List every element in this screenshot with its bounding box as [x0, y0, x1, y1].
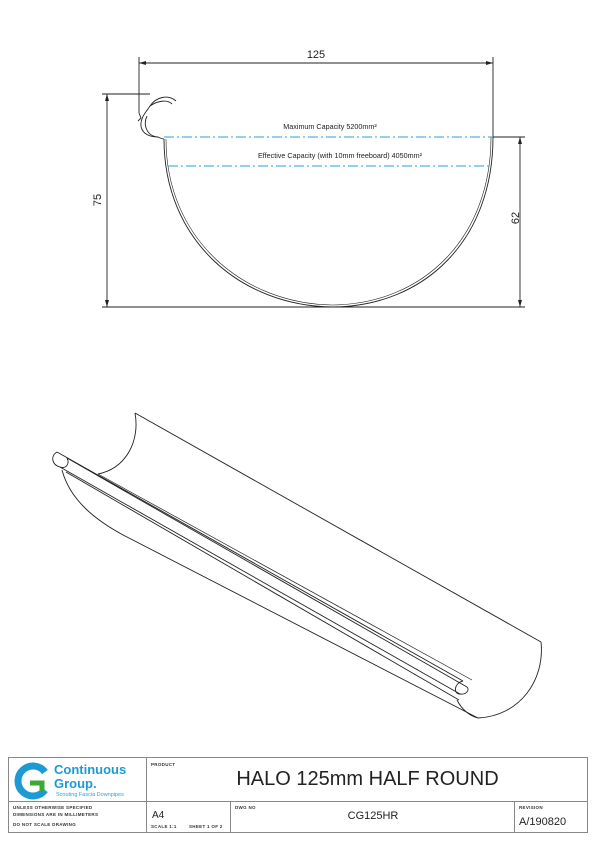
gutter-bowl-profile-inner [166, 137, 491, 305]
paper-size: A4 [152, 810, 165, 821]
product-title: HALO 125mm HALF ROUND [236, 768, 499, 790]
effective-capacity-label: Effective Capacity (with 10mm freeboard) 4050mm² [257, 151, 423, 160]
logo-tagline: Scouting Fascia Downpipes [56, 792, 124, 798]
revision-cell [515, 802, 588, 832]
revision-label: REVISION [519, 805, 543, 810]
logo-name-line2: Group. [54, 776, 97, 791]
cross-section-view [102, 57, 525, 307]
dimension-height-label: 75 [92, 193, 104, 207]
dimension-width-label: 125 [306, 49, 326, 61]
iso-inner-fold-line [98, 474, 472, 680]
gutter-bead-profile [141, 97, 176, 139]
iso-bead-lower-line [60, 467, 460, 694]
gutter-bead-fold [138, 113, 141, 121]
title-block [8, 757, 588, 833]
gutter-bowl-profile [164, 137, 493, 307]
revision-value: A/190820 [519, 816, 567, 828]
notes-line1: UNLESS OTHERWISE SPECIFIED [13, 805, 93, 810]
iso-bead-under-line [66, 472, 459, 700]
notes-cell [9, 802, 147, 832]
isometric-gutter-view [53, 413, 542, 718]
logo-cell [9, 758, 147, 802]
iso-bead-top-line [57, 452, 463, 681]
iso-back-rim [135, 413, 541, 642]
iso-bottom-line [62, 470, 478, 718]
notes-line2: DIMENSIONS ARE IN MILLIMETERS [13, 812, 99, 817]
iso-near-end-arc [457, 642, 541, 718]
sheet-label: SHEET 1 OF 2 [189, 824, 223, 829]
maximum-capacity-label: Maximum Capacity 5200mm² [283, 122, 377, 131]
iso-bead-inner-line [67, 458, 467, 687]
size-scale-cell [147, 802, 231, 832]
company-logo-icon [12, 761, 52, 801]
dimension-depth-label: 62 [510, 211, 522, 225]
product-cell [147, 758, 588, 802]
notes-line3: DO NOT SCALE DRAWING [13, 822, 76, 827]
iso-far-end-arc [98, 413, 136, 474]
drawing-number-cell [231, 802, 515, 832]
drawing-number-label: DWG NO [235, 805, 256, 810]
drawing-number: CG125HR [347, 810, 399, 822]
scale-label: SCALE 1:1 [151, 824, 177, 829]
product-label: PRODUCT [151, 762, 176, 767]
logo-name-line1: Continuous [54, 762, 127, 777]
